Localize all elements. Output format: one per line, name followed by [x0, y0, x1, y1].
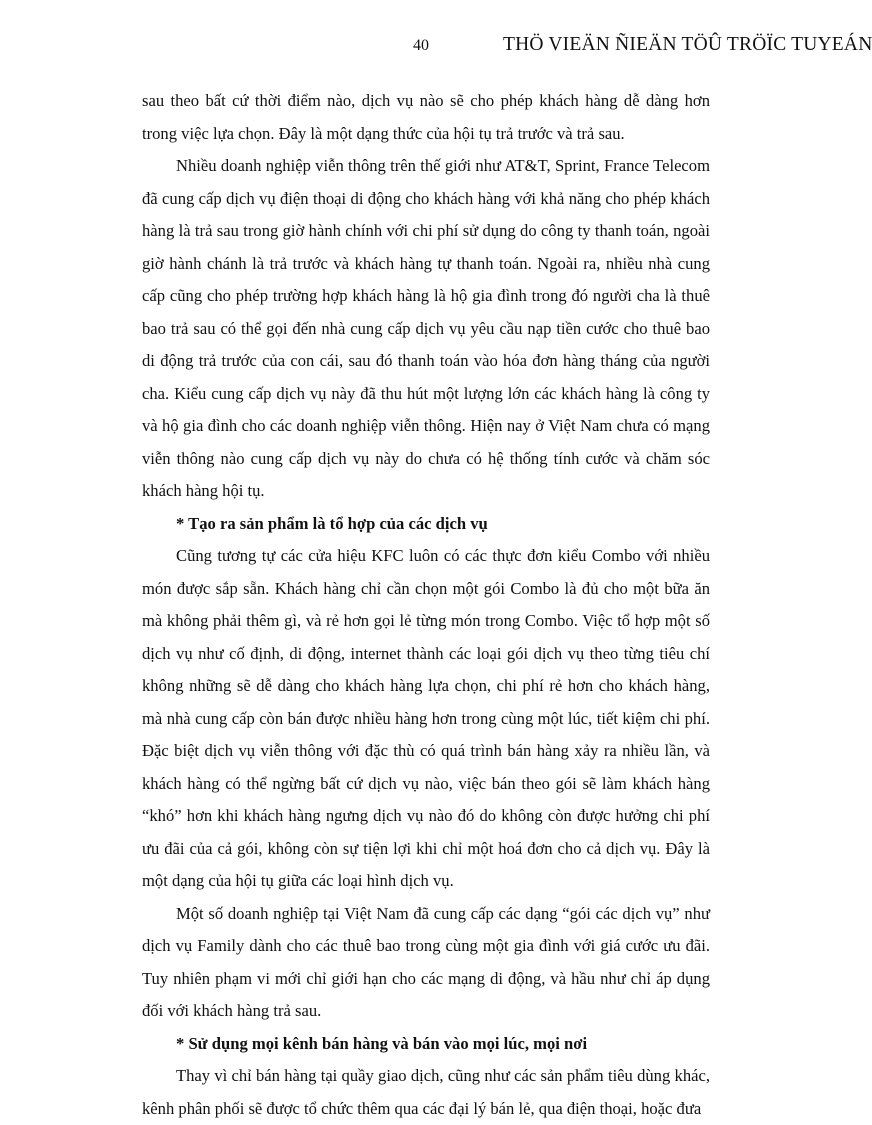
paragraph-telecom-examples: Nhiều doanh nghiệp viễn thông trên thế giới như AT&T, Sprint, France Telecom đã cung cấp dịch vụ điện thoại di động cho khách hàng với khả năng cho phép khách hàng là trả sau trong giờ hành chính với chi phí sử dụng do công ty thanh toán, ngoài giờ hành chánh là trả trước và khách hàng tự thanh toán. Ngoài ra, nhiều nhà cung cấp cũng cho phép trường hợp khách hàng là hộ gia đình trong đó người cha là thuê bao trả sau có thể gọi đến nhà cung cấp dịch vụ yêu cầu nạp tiền cước cho thuê bao di động trả trước của con cái, sau đó thanh toán vào hóa đơn hàng tháng của người cha. Kiểu cung cấp dịch vụ này đã thu hút một lượng lớn các khách hàng là công ty và hộ gia đình cho các doanh nghiệp viễn thông. Hiện nay ở Việt Nam chưa có mạng viễn thông nào cung cấp dịch vụ này do chưa có hệ thống tính cước và chăm sóc khách hàng hội tụ.	[142, 156, 710, 500]
paragraph-family-package: Một số doanh nghiệp tại Việt Nam đã cung cấp các dạng “gói các dịch vụ” như dịch vụ Family dành cho các thuê bao trong cùng một gia đình với giá cước ưu đãi. Tuy nhiên phạm vi mới chỉ giới hạn cho các mạng di động, và hầu như chỉ áp dụng đối với khách hàng trả sau.	[142, 903, 710, 1020]
page-number: 40	[413, 37, 429, 54]
page-header	[0, 34, 872, 58]
body-text	[142, 85, 710, 1125]
paragraph-continuation: sau theo bất cứ thời điểm nào, dịch vụ nào sẽ cho phép khách hàng dễ dàng hơn trong việc lựa chọn. Đây là một dạng thức của hội tụ trả trước và trả sau.	[142, 91, 710, 143]
section-heading-combo: * Tạo ra sản phẩm là tổ hợp của các dịch vụ	[176, 513, 488, 533]
paragraph-sales-channels: Thay vì chỉ bán hàng tại quầy giao dịch, cũng như các sản phẩm tiêu dùng khác, kênh phân phối sẽ được tổ chức thêm qua các đại lý bán lẻ, qua điện thoại, hoặc đưa	[142, 1066, 710, 1118]
section-heading-sales-channels: * Sử dụng mọi kênh bán hàng và bán vào mọi lúc, mọi nơi	[176, 1033, 588, 1053]
paragraph-combo: Cũng tương tự các cửa hiệu KFC luôn có các thực đơn kiểu Combo với nhiều món được sắp sẵn. Khách hàng chỉ cần chọn một gói Combo là đủ cho một bữa ăn mà không phải thêm gì, và rẻ hơn gọi lẻ từng món trong Combo. Việc tổ hợp một số dịch vụ như cố định, di động, internet thành các loại gói dịch vụ theo từng tiêu chí không những sẽ dễ dàng cho khách hàng lựa chọn, chi phí rẻ hơn cho khách hàng, mà nhà cung cấp còn bán được nhiều hàng hơn trong cùng một lúc, tiết kiệm chi phí. Đặc biệt dịch vụ viễn thông với đặc thù có quá trình bán hàng xảy ra nhiều lần, và khách hàng có thể ngừng bất cứ dịch vụ nào, việc bán theo gói sẽ làm khách hàng “khó” hơn khi khách hàng ngưng dịch vụ nào đó do không còn được hưởng chi phí ưu đãi của cả gói, không còn sự tiện lợi khi chỉ một hoá đơn cho cả dịch vụ. Đây là một dạng của hội tụ giữa các loại hình dịch vụ.	[142, 546, 710, 890]
library-title: THÖ VIEÄN ÑIEÄN TÖÛ TRÖÏC TUYEÁN	[503, 34, 872, 55]
